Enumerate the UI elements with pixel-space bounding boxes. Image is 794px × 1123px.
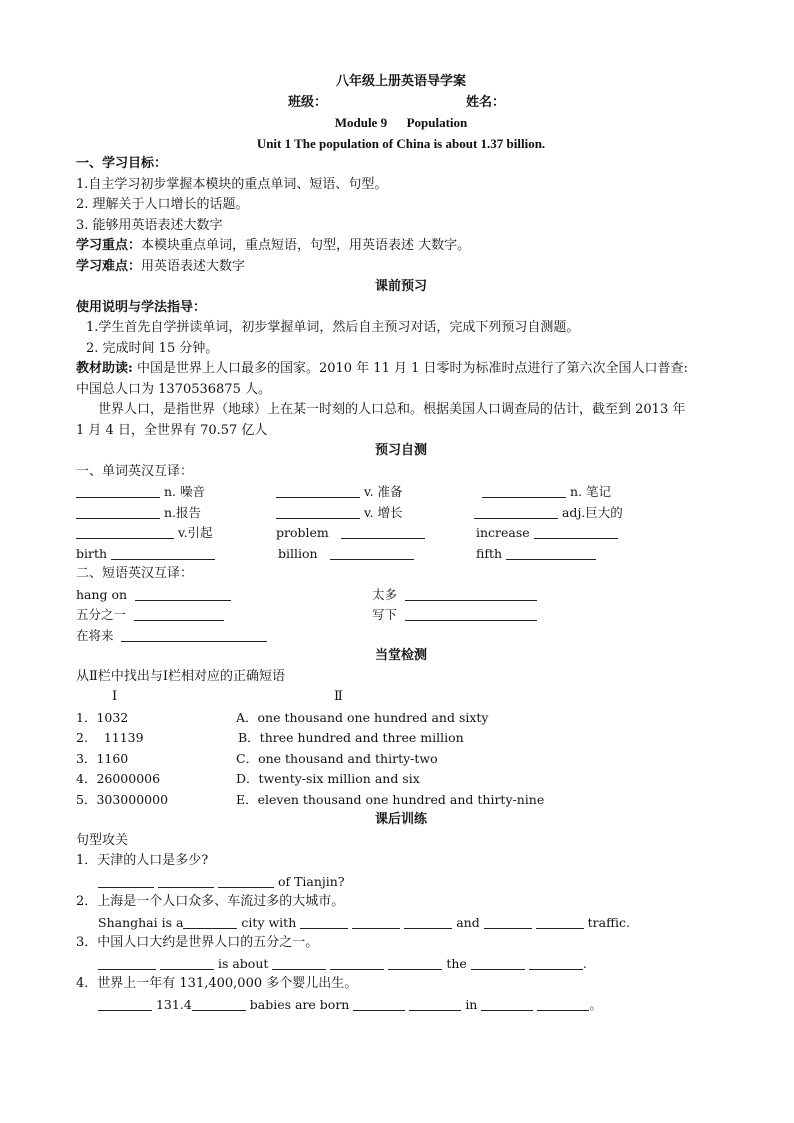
column-headers	[76, 687, 726, 708]
answer-blank[interactable]	[276, 483, 360, 498]
module-title: Module 9 Population	[334, 115, 468, 130]
answer-blank[interactable]	[76, 483, 160, 498]
answer-blank[interactable]	[111, 545, 215, 560]
match-answer: E．eleven thousand one hundred and thirty-nine	[236, 791, 545, 807]
answer-line-3: is about the .	[76, 954, 726, 975]
answer-blank[interactable]	[121, 627, 267, 642]
phrase-item: 五分之一	[76, 605, 224, 626]
classcheck-heading: 当堂检测	[374, 648, 427, 663]
aid-label: 教材助读:	[76, 361, 133, 376]
answer-blank[interactable]	[192, 996, 246, 1011]
diff-label: 学习难点：	[76, 258, 142, 274]
answer-blank[interactable]	[409, 996, 461, 1011]
answer-line-4: 131.4 babies are born in 。	[76, 995, 726, 1016]
aid-text: 中国是世界上人口最多的国家。2010 年 11 月 1 日零时为标准时点进行了第六次全国人口普查:	[132, 361, 688, 376]
answer-blank[interactable]	[404, 914, 452, 929]
word-item: n.报告	[76, 503, 201, 524]
answer-blank[interactable]	[98, 873, 154, 888]
answer-blank[interactable]	[353, 996, 405, 1011]
answer-blank[interactable]	[76, 504, 160, 519]
match-answer: D．twenty-six million and six	[236, 771, 420, 786]
answer-blank[interactable]	[471, 955, 525, 970]
words-heading: 一、单词英汉互译：	[76, 463, 194, 479]
answer-blank[interactable]	[300, 914, 348, 929]
word-item: n. 噪音	[76, 482, 205, 503]
answer-blank[interactable]	[506, 545, 596, 560]
difficult-points	[76, 257, 726, 278]
answer-blank[interactable]	[330, 545, 414, 560]
goal-item: 3. 能够用英语表述大数字	[76, 217, 223, 233]
match-row	[76, 790, 726, 811]
phrase-row	[76, 585, 726, 606]
phrase-row	[76, 605, 726, 626]
word-row	[76, 544, 726, 565]
word-item: adj.巨大的	[474, 503, 623, 524]
answer-blank[interactable]	[482, 483, 566, 498]
match-number: 4．26000006	[76, 771, 161, 786]
unit-title: Unit 1 The population of China is about 1.37 billion.	[256, 135, 546, 151]
word-item: n. 笔记	[482, 482, 611, 503]
answer-blank[interactable]	[537, 996, 589, 1011]
answer-blank[interactable]	[341, 524, 425, 539]
world-pop-1: 世界人口，是指世界（地球）上在某一时刻的人口总和。根据美国人口调查局的估计，截至到 2013 年	[98, 402, 686, 417]
answer-blank[interactable]	[98, 996, 152, 1011]
phrase-item: 太多	[372, 585, 537, 606]
answer-line-2: Shanghai is a city with and traffic.	[98, 914, 630, 930]
key-text: 本模块重点单词，重点短语，句型，用英语表述 大数字。	[141, 238, 471, 253]
phrase-item: hang on	[76, 585, 231, 606]
key-label: 学习重点：	[76, 238, 142, 253]
answer-blank[interactable]	[330, 955, 384, 970]
worksheet-page	[76, 72, 726, 1015]
goals-heading: 一、学习目标：	[76, 156, 168, 171]
diff-text: 用英语表述大数字	[141, 258, 246, 274]
answer-blank[interactable]	[405, 606, 537, 621]
homework-heading: 课后训练	[374, 812, 427, 827]
word-item: fifth	[476, 544, 596, 565]
word-item: increase	[476, 523, 618, 544]
answer-blank[interactable]	[134, 606, 224, 621]
match-number: 5．303000000	[76, 791, 169, 807]
match-number: 2. 11139	[76, 730, 144, 745]
selftest-heading: 预习自测	[374, 443, 427, 458]
match-row	[76, 769, 726, 790]
usage-line-1: 1.学生首先自学拼读单词，初步掌握单词，然后自主预习对话，完成下列预习自测题。	[86, 320, 580, 335]
word-item: birth	[76, 544, 215, 565]
match-answer: C．one thousand and thirty-two	[236, 750, 438, 766]
page-title: 八年级上册英语导学案	[335, 74, 466, 89]
classcheck-instruction: 从Ⅱ栏中找出与Ⅰ栏相对应的正确短语	[76, 668, 285, 684]
answer-blank[interactable]	[484, 914, 532, 929]
textbook-aid	[76, 359, 726, 380]
answer-blank[interactable]	[352, 914, 400, 929]
word-item: v. 增长	[276, 503, 403, 524]
phrase-item: 写下	[372, 605, 537, 626]
word-item: v.引起	[76, 523, 213, 544]
match-number: 1．1032	[76, 709, 129, 725]
answer-blank[interactable]	[388, 955, 442, 970]
homework-sub: 句型攻关	[76, 832, 129, 848]
answer-blank[interactable]	[272, 955, 326, 970]
word-item: v. 准备	[276, 482, 403, 503]
goal-item: 1.自主学习初步掌握本模块的重点单词、短语、句型。	[76, 176, 388, 192]
usage-line-2: 2. 完成时间 15 分钟。	[86, 340, 219, 356]
name-label: 姓名：	[466, 94, 506, 110]
phrase-item: 在将来	[76, 626, 267, 647]
phrase-row	[76, 626, 726, 647]
question-4: 4．世界上一年有 131,400,000 多个婴儿出生。	[76, 976, 358, 991]
answer-blank[interactable]	[160, 955, 214, 970]
answer-blank[interactable]	[76, 524, 174, 539]
question-1: 1．天津的人口是多少?	[76, 853, 209, 868]
match-row	[76, 728, 726, 749]
question-2: 2．上海是一个人口众多、车流过多的大城市。	[76, 894, 345, 909]
answer-blank[interactable]	[405, 586, 537, 601]
usage-label: 使用说明与学法指导：	[76, 299, 207, 315]
phrases-heading: 二、短语英汉互译：	[76, 566, 194, 581]
word-row	[76, 503, 726, 524]
world-pop-2: 1 月 4 日，全世界有 70.57 亿人	[76, 422, 268, 438]
answer-blank[interactable]	[534, 524, 618, 539]
class-label: 班级：	[288, 94, 328, 110]
answer-blank[interactable]	[98, 955, 156, 970]
word-item: billion	[278, 544, 414, 565]
answer-blank[interactable]	[529, 955, 583, 970]
match-answer: B．three hundred and three million	[238, 730, 464, 745]
preview-heading: 课前预习	[374, 279, 427, 294]
answer-blank[interactable]	[135, 586, 231, 601]
question-3: 3．中国人口大约是世界人口的五分之一。	[76, 935, 319, 950]
class-name-row	[76, 93, 726, 114]
column-2-header: Ⅱ	[334, 689, 343, 704]
answer-blank[interactable]	[158, 873, 214, 888]
answer-blank[interactable]	[536, 914, 584, 929]
match-answer: A．one thousand one hundred and sixty	[236, 709, 489, 725]
goal-item: 2. 理解关于人口增长的话题。	[76, 197, 249, 212]
word-row	[76, 482, 726, 503]
column-1-header: I	[112, 689, 118, 704]
aid-text-2: 中国总人口为 1370536875 人。	[76, 381, 271, 397]
match-row	[76, 708, 726, 729]
word-row	[76, 523, 726, 544]
word-item: problem	[276, 523, 425, 544]
answer-blank[interactable]	[276, 504, 360, 519]
answer-blank[interactable]	[474, 504, 558, 519]
match-row	[76, 749, 726, 770]
match-number: 3．1160	[76, 750, 129, 766]
answer-line-1: of Tianjin?	[76, 872, 726, 893]
key-points	[76, 236, 726, 257]
answer-blank[interactable]	[183, 914, 237, 929]
answer-blank[interactable]	[218, 873, 274, 888]
answer-blank[interactable]	[481, 996, 533, 1011]
